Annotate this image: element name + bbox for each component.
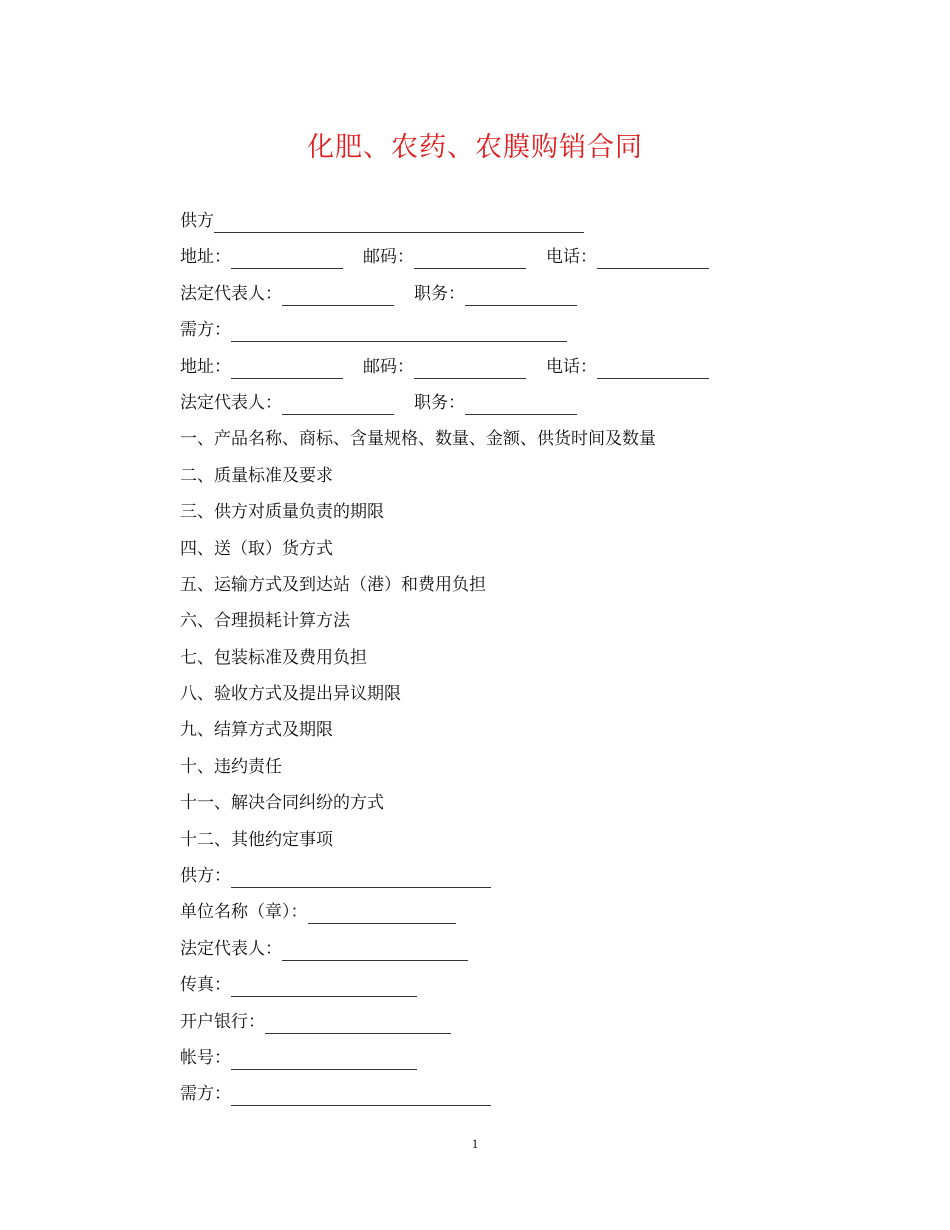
supplier-rep-line (180, 276, 820, 312)
buyer-position-blank[interactable] (465, 390, 577, 415)
signature-buyer-blank[interactable] (231, 1081, 491, 1106)
contract-body (180, 203, 820, 1113)
clause-item: 二、质量标准及要求 (180, 465, 333, 486)
phone-label: 电话： (546, 356, 597, 377)
legal-rep-label: 法定代表人： (180, 283, 282, 304)
account-line (180, 1040, 820, 1076)
bank-line (180, 1004, 820, 1040)
clause-item: 十二、其他约定事项 (180, 829, 333, 850)
signature-supplier-line (180, 858, 820, 894)
signature-legal-rep-label: 法定代表人： (180, 938, 282, 959)
buyer-address-blank[interactable] (231, 354, 343, 379)
fax-line (180, 967, 820, 1003)
fax-label: 传真： (180, 975, 231, 996)
supplier-address-blank[interactable] (231, 244, 343, 269)
buyer-name-blank[interactable] (231, 317, 567, 342)
legal-rep-label: 法定代表人： (180, 392, 282, 413)
buyer-label: 需方： (180, 320, 231, 341)
buyer-legal-rep-blank[interactable] (282, 390, 394, 415)
buyer-contact-line (180, 349, 820, 385)
account-blank[interactable] (231, 1045, 417, 1070)
bank-label: 开户银行： (180, 1011, 265, 1032)
supplier-name-blank[interactable] (214, 208, 584, 233)
position-label: 职务： (414, 392, 465, 413)
unit-name-line (180, 894, 820, 930)
clause-item: 十一、解决合同纠纷的方式 (180, 793, 384, 814)
buyer-phone-blank[interactable] (597, 354, 709, 379)
unit-name-label: 单位名称（章）： (180, 902, 308, 923)
bank-blank[interactable] (265, 1009, 451, 1034)
clause-item: 六、合理损耗计算方法 (180, 611, 350, 632)
unit-name-blank[interactable] (308, 899, 456, 924)
supplier-label: 供方 (180, 211, 214, 231)
signature-legal-rep-blank[interactable] (282, 936, 468, 961)
page-number: 1 (471, 1136, 479, 1151)
clause-item: 五、运输方式及到达站（港）和费用负担 (180, 574, 486, 595)
clause-item: 八、验收方式及提出异议期限 (180, 684, 401, 705)
clause-item: 九、结算方式及期限 (180, 720, 333, 741)
buyer-line (180, 312, 820, 348)
position-label: 职务： (414, 283, 465, 304)
supplier-phone-blank[interactable] (597, 244, 709, 269)
buyer-postcode-blank[interactable] (414, 354, 526, 379)
supplier-line (180, 203, 820, 239)
clause-item: 四、送（取）货方式 (180, 538, 333, 559)
signature-buyer-label: 需方： (180, 1084, 231, 1105)
fax-blank[interactable] (231, 972, 417, 997)
address-label: 地址： (180, 356, 231, 377)
signature-buyer-line (180, 1076, 820, 1112)
supplier-position-blank[interactable] (465, 281, 577, 306)
clause-item: 十、违约责任 (180, 756, 282, 777)
supplier-legal-rep-blank[interactable] (282, 281, 394, 306)
clause-item: 一、产品名称、商标、含量规格、数量、金额、供货时间及数量 (180, 429, 656, 450)
clause-item: 三、供方对质量负责的期限 (180, 502, 384, 523)
signature-supplier-label: 供方： (180, 866, 231, 887)
account-label: 帐号： (180, 1047, 231, 1068)
signature-legal-rep-line (180, 931, 820, 967)
postcode-label: 邮码： (363, 247, 414, 268)
postcode-label: 邮码： (363, 356, 414, 377)
address-label: 地址： (180, 247, 231, 268)
clause-item: 七、包装标准及费用负担 (180, 647, 367, 668)
supplier-contact-line (180, 239, 820, 275)
buyer-rep-line (180, 385, 820, 421)
signature-supplier-blank[interactable] (231, 863, 491, 888)
supplier-postcode-blank[interactable] (414, 244, 526, 269)
phone-label: 电话： (546, 247, 597, 268)
document-title: 化肥、农药、农膜购销合同 (307, 132, 643, 163)
